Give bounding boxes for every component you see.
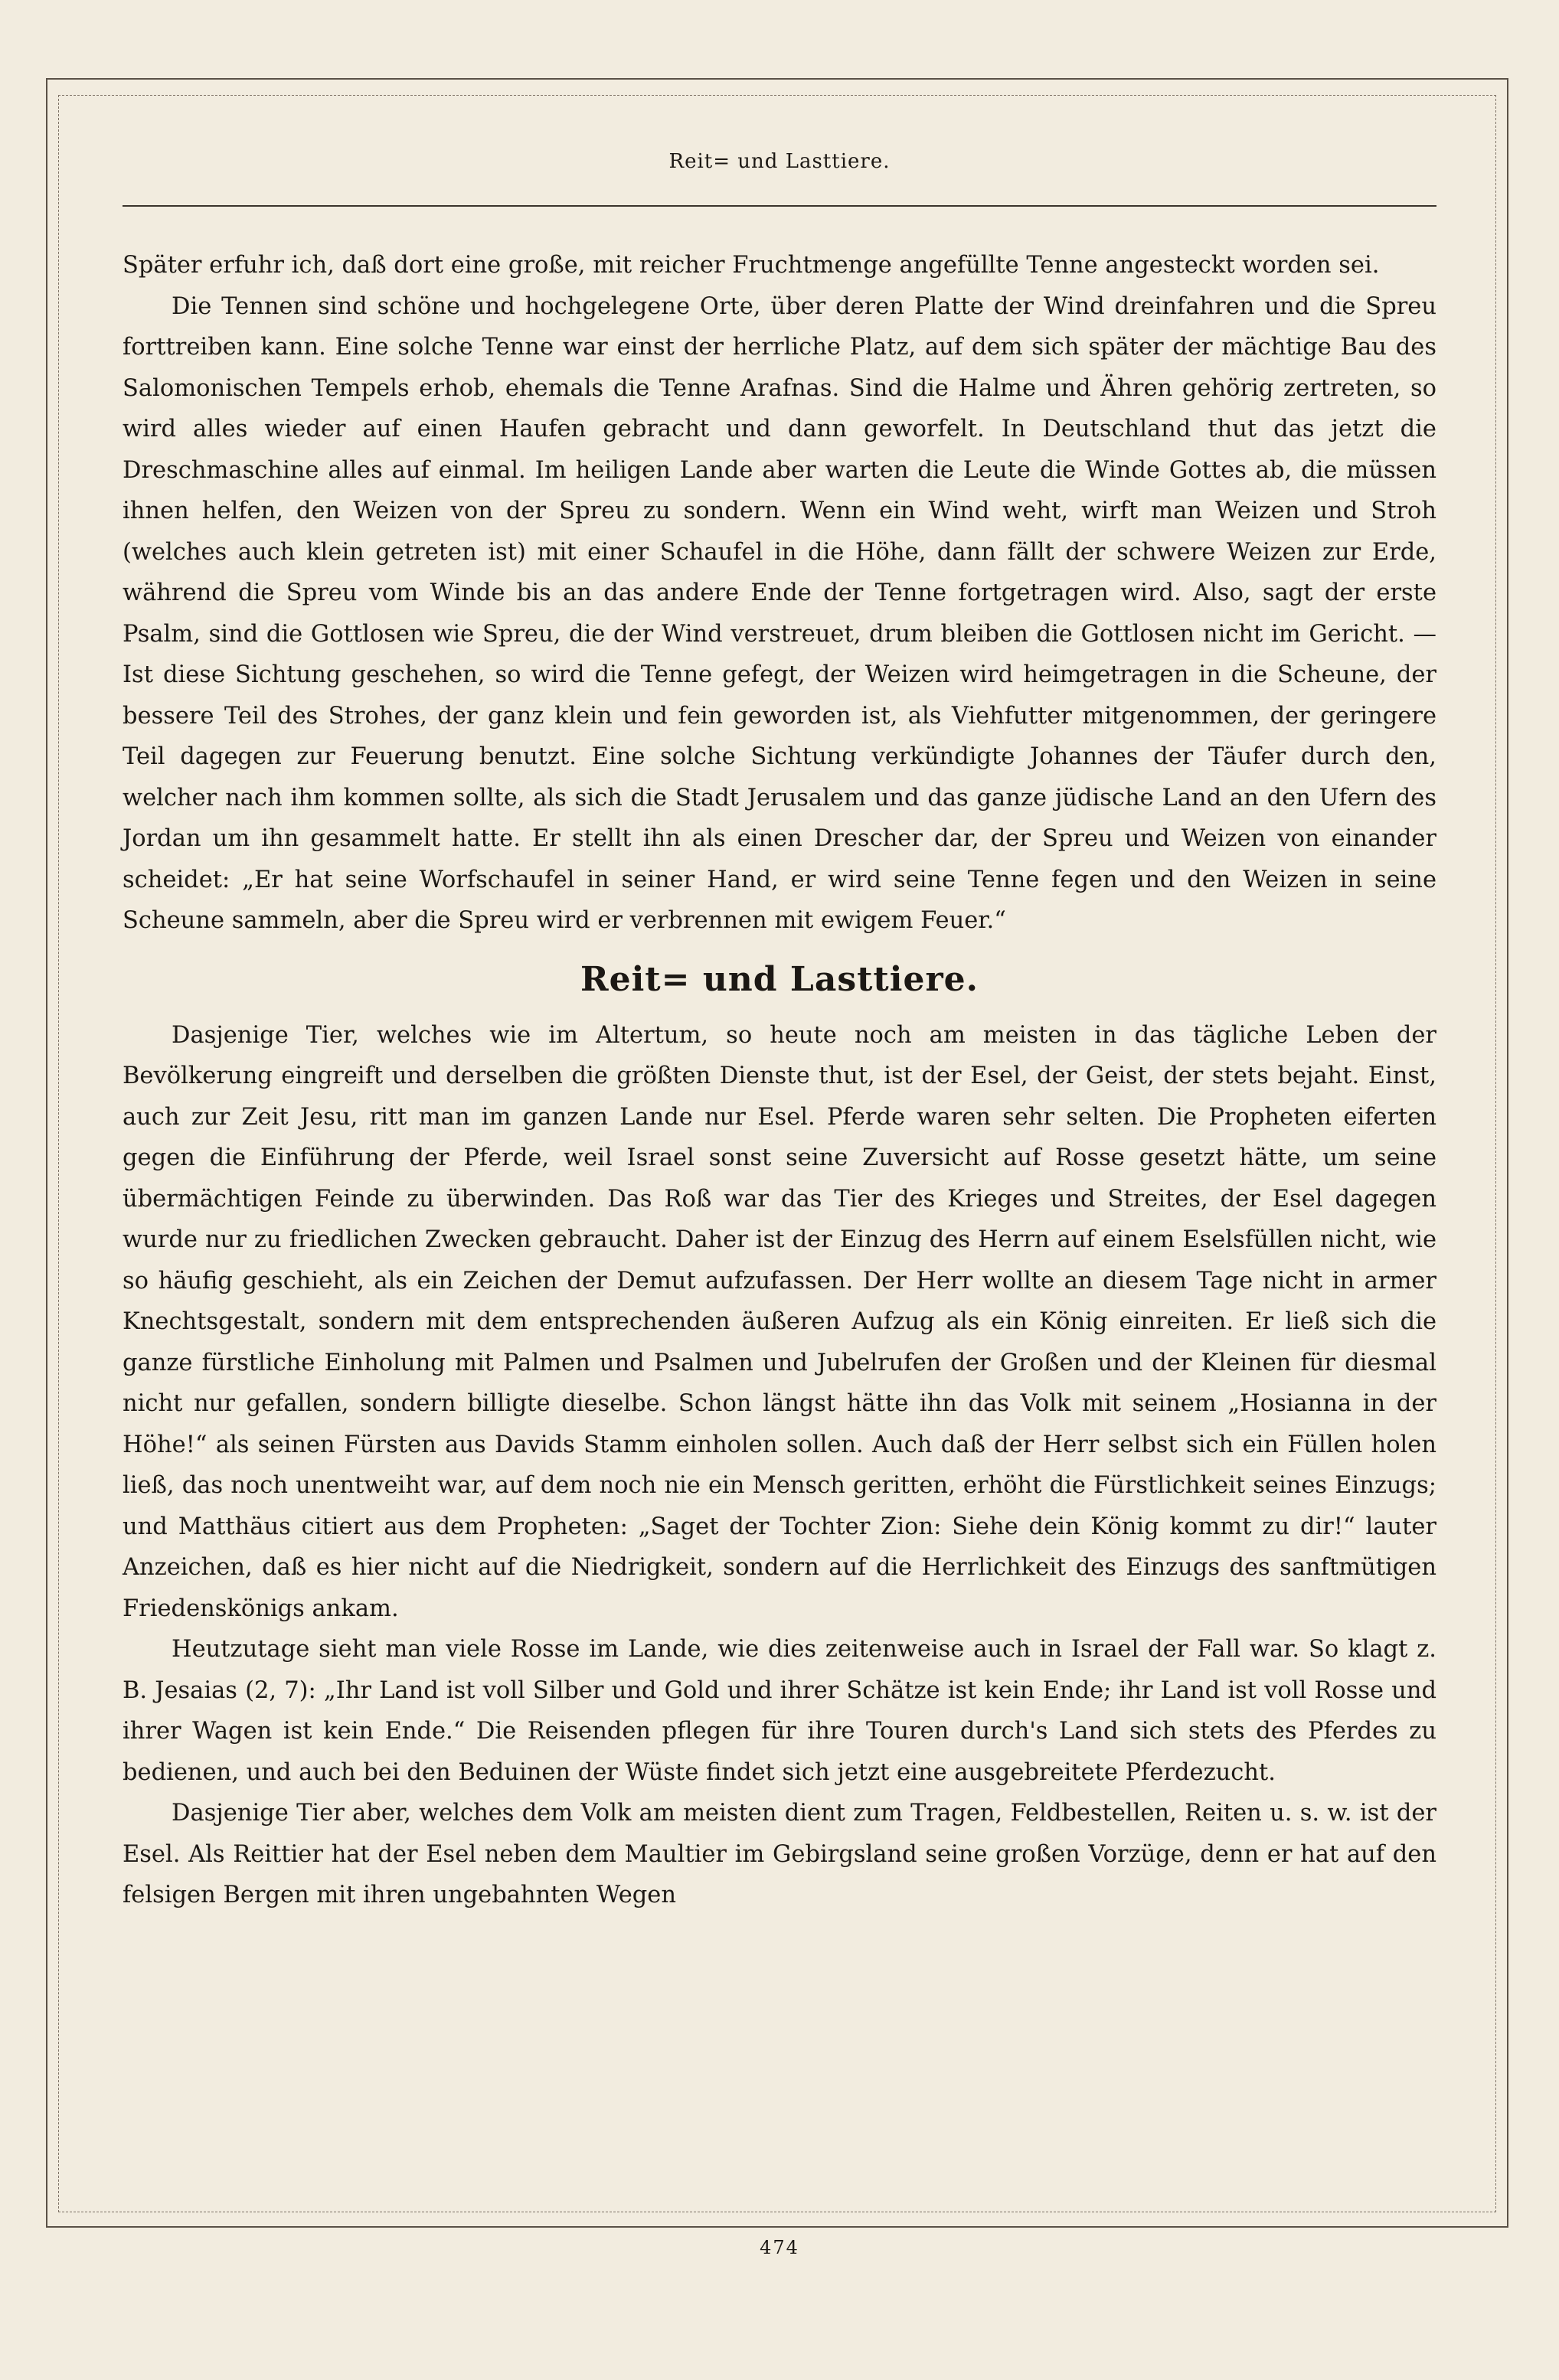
page-number: 474 (760, 2237, 799, 2258)
page-body (123, 245, 1436, 1916)
paragraph: Heutzutage sieht man viele Rosse im Lande, wie dies zeitenweise auch in Israel der Fall war. So klagt z. B. Jesaias (2, 7): „Ihr Land ist voll Silber und Gold und ihrer Schätze ist kein Ende; ihr Land ist voll Rosse und ihrer Wagen ist kein Ende.“ Die Reisenden pflegen für ihre Touren durch's Land sich stets des Pferdes zu bedienen, und auch bei den Beduinen der Wüste findet sich jetzt eine ausgebreitete Pferdezucht. (123, 1636, 1436, 1786)
header-rule (123, 205, 1436, 207)
running-head: Reit= und Lasttiere. (668, 150, 891, 173)
paragraph: Dasjenige Tier, welches wie im Altertum, so heute noch am meisten in das tägliche Leben der Bevölkerung eingreift und derselben die größten Dienste thut, ist der Esel, der Geist, der stets bejaht. Einst, auch zur Zeit Jesu, ritt man im ganzen Lande nur Esel. Pferde waren sehr selten. Die Propheten eiferten gegen die Einführung der Pferde, weil Israel sonst seine Zuversicht auf Rosse gesetzt hätte, um seine übermächtigen Feinde zu überwinden. Das Roß war das Tier des Krieges und Streites, der Esel dagegen wurde nur zu friedlichen Zwecken gebraucht. Daher ist der Einzug des Herrn auf einem Eselsfüllen nicht, wie so häufig geschieht, als ein Zeichen der Demut aufzufassen. Der Herr wollte an diesem Tage nicht in armer Knechtsgestalt, sondern mit dem entsprechenden äußeren Aufzug als ein König einreiten. Er ließ sich die ganze fürstliche Einholung mit Palmen und Psalmen und Jubelrufen der Großen und der Kleinen für diesmal nicht nur gefallen, sondern billigte dieselbe. Schon längst hätte ihn das Volk mit seinem „Hosianna in der Höhe!“ als seinen Fürsten aus Davids Stamm einholen sollen. Auch daß der Herr selbst sich ein Füllen holen ließ, das noch unentweiht war, auf dem noch nie ein Mensch geritten, erhöht die Fürstlichkeit seines Einzugs; und Matthäus citiert aus dem Propheten: „Saget der Tochter Zion: Siehe dein König kommt zu dir!“ lauter Anzeichen, daß es hier nicht auf die Niedrigkeit, sondern auf die Herrlichkeit des Einzugs des sanftmütigen Friedenskönigs ankam. (123, 1021, 1436, 1622)
section-heading: Reit= und Lasttiere. (580, 959, 979, 999)
paragraph: Die Tennen sind schöne und hochgelegene Orte, über deren Platte der Wind dreinfahren und die Spreu forttreiben kann. Eine solche Tenne war einst der herrliche Platz, auf dem sich später der mächtige Bau des Salomonischen Tempels erhob, ehemals die Tenne Arafnas. Sind die Halme und Ähren gehörig zertreten, so wird alles wieder auf einen Haufen gebracht und dann geworfelt. In Deutschland thut das jetzt die Dreschmaschine alles auf einmal. Im heiligen Lande aber warten die Leute die Winde Gottes ab, die müssen ihnen helfen, den Weizen von der Spreu zu sondern. Wenn ein Wind weht, wirft man Weizen und Stroh (welches auch klein getreten ist) mit einer Schaufel in die Höhe, dann fällt der schwere Weizen zur Erde, während die Spreu vom Winde bis an das andere Ende der Tenne fortgetragen wird. Also, sagt der erste Psalm, sind die Gottlosen wie Spreu, die der Wind verstreuet, drum bleiben die Gottlosen nicht im Gericht. — Ist diese Sichtung geschehen, so wird die Tenne gefegt, der Weizen wird heimgetragen in die Scheune, der bessere Teil des Strohes, der ganz klein und fein geworden ist, als Viehfutter mitgenommen, der geringere Teil dagegen zur Feuerung benutzt. Eine solche Sichtung verkündigte Johannes der Täufer durch den, welcher nach ihm kommen sollte, als sich die Stadt Jerusalem und das ganze jüdische Land an den Ufern des Jordan um ihn gesammelt hatte. Er stellt ihn als einen Drescher dar, der Spreu und Weizen von einander scheidet: „Er hat seine Worfschaufel in seiner Hand, er wird seine Tenne fegen und den Weizen in seine Scheune sammeln, aber die Spreu wird er verbrennen mit ewigem Feuer.“ (123, 292, 1436, 934)
paragraph: Später erfuhr ich, daß dort eine große, mit reicher Fruchtmenge angefüllte Tenne angesteckt worden sei. (123, 252, 1380, 279)
paragraph: Dasjenige Tier aber, welches dem Volk am meisten dient zum Tragen, Feldbestellen, Reiten u. s. w. ist der Esel. Als Reittier hat der Esel neben dem Maultier im Gebirgsland seine großen Vorzüge, denn er hat auf den felsigen Bergen mit ihren ungebahnten Wegen (123, 1800, 1436, 1908)
